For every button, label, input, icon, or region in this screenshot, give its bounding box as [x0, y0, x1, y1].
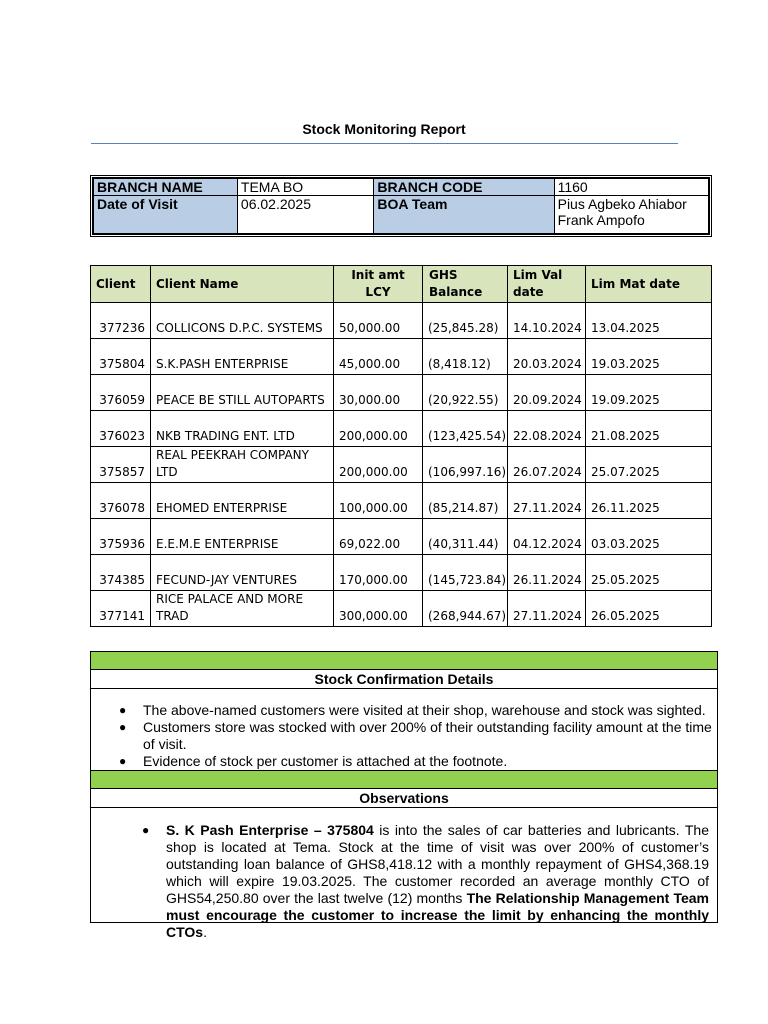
init-amt-cell: 69,022.00: [334, 519, 423, 555]
ghs-balance-cell: (8,418.12): [423, 339, 508, 375]
list-item: ● Customers store was stocked with over 200% of their outstanding facility amount at the time of visit.: [119, 719, 712, 752]
visit-date-value: 06.02.2025: [237, 196, 374, 234]
ghs-balance-cell: (40,311.44): [423, 519, 508, 555]
lim-val-date-cell: 20.03.2024: [508, 339, 586, 375]
table-row: [91, 411, 712, 447]
lim-val-date-cell: 20.09.2024: [508, 375, 586, 411]
stock-confirmation-list: [119, 702, 717, 770]
branch-name-value: TEMA BO: [237, 179, 374, 196]
lim-val-date-cell: 04.12.2024: [508, 519, 586, 555]
branch-info-box: [90, 175, 712, 237]
client-id-cell: 376059: [91, 375, 151, 411]
table-row: [91, 519, 712, 555]
boa-team-value: [554, 196, 708, 234]
observation-item: ● S. K Pash Enterprise – 375804 is into the sales of car batteries and lubricants. The shop is located at Tema. Stock at the time of visit was over 200% of customer’s outstanding loan balance of GHS8,418.12 with a monthly repayment of GHS4,368.19 which will expire 19.03.2025. The customer recorded an average monthly CTO of GHS54,250.80 over the last twelve (12) months The Relationship Management Team must encourage the customer to increase the limit by enhancing the monthly CTOs.: [142, 822, 709, 940]
lim-mat-date-cell: 21.08.2025: [586, 411, 712, 447]
table-row: [91, 555, 712, 591]
ghs-balance-cell: (145,723.84): [423, 555, 508, 591]
init-amt-cell: 300,000.00: [334, 591, 423, 627]
lim-mat-date-cell: 19.03.2025: [586, 339, 712, 375]
init-amt-cell: 170,000.00: [334, 555, 423, 591]
client-id-cell: 377236: [91, 303, 151, 339]
client-name-cell: RICE PALACE AND MORE TRAD: [151, 591, 334, 627]
ghs-balance-cell: (106,997.16): [423, 447, 508, 483]
title-underline: [91, 143, 678, 144]
lim-mat-date-cell: 26.05.2025: [586, 591, 712, 627]
list-item: ● The above-named customers were visited at their shop, warehouse and stock was sighted.: [119, 702, 706, 718]
lim-val-date-cell: 14.10.2024: [508, 303, 586, 339]
init-amt-cell: 45,000.00: [334, 339, 423, 375]
lim-mat-date-cell: 25.05.2025: [586, 555, 712, 591]
ghs-balance-cell: (268,944.67): [423, 591, 508, 627]
section-green-bar: [91, 652, 717, 670]
lim-val-date-cell: 26.07.2024: [508, 447, 586, 483]
col-header-lim-val-date: Lim Val date: [508, 266, 586, 303]
section-green-bar: [91, 771, 717, 789]
observations-heading: Observations: [91, 789, 717, 808]
team-member: Frank Ampofo: [557, 212, 645, 228]
client-name-cell: EHOMED ENTERPRISE: [151, 483, 334, 519]
observations-list: [142, 822, 709, 941]
lim-val-date-cell: 22.08.2024: [508, 411, 586, 447]
lim-val-date-cell: 27.11.2024: [508, 483, 586, 519]
lim-mat-date-cell: 13.04.2025: [586, 303, 712, 339]
visit-date-label: Date of Visit: [94, 196, 238, 234]
client-id-cell: 374385: [91, 555, 151, 591]
table-row: [91, 447, 712, 483]
ghs-balance-cell: (25,845.28): [423, 303, 508, 339]
table-row: [91, 591, 712, 627]
client-name-cell: PEACE BE STILL AUTOPARTS: [151, 375, 334, 411]
client-name-cell: S.K.PASH ENTERPRISE: [151, 339, 334, 375]
col-header-init-amt: Init amt LCY: [334, 266, 423, 303]
lim-mat-date-cell: 19.09.2025: [586, 375, 712, 411]
report-title: Stock Monitoring Report: [302, 121, 466, 137]
list-item: ● Evidence of stock per customer is attached at the footnote.: [119, 753, 508, 769]
boa-team-label: BOA Team: [374, 196, 554, 234]
init-amt-cell: 50,000.00: [334, 303, 423, 339]
init-amt-cell: 100,000.00: [334, 483, 423, 519]
observation-recommendation: The Relationship Management Team must encourage the customer to increase the limit by enhancing the monthly CTOs: [166, 890, 709, 940]
client-name-cell: FECUND-JAY VENTURES: [151, 555, 334, 591]
lim-mat-date-cell: 25.07.2025: [586, 447, 712, 483]
bullet-icon: ●: [142, 823, 150, 837]
stock-confirmation-section: [90, 651, 718, 940]
client-id-cell: 375857: [91, 447, 151, 483]
team-member: Pius Agbeko Ahiabor: [557, 196, 687, 212]
table-row: [91, 339, 712, 375]
lim-val-date-cell: 26.11.2024: [508, 555, 586, 591]
init-amt-cell: 200,000.00: [334, 411, 423, 447]
client-name-cell: NKB TRADING ENT. LTD: [151, 411, 334, 447]
client-id-cell: 376023: [91, 411, 151, 447]
table-row: [91, 303, 712, 339]
ghs-balance-cell: (85,214.87): [423, 483, 508, 519]
client-table: [90, 265, 712, 627]
col-header-client: Client: [91, 266, 151, 303]
col-header-ghs-balance: GHS Balance: [423, 266, 508, 303]
ghs-balance-cell: (123,425.54): [423, 411, 508, 447]
lim-val-date-cell: 27.11.2024: [508, 591, 586, 627]
client-id-cell: 375804: [91, 339, 151, 375]
col-header-lim-mat-date: Lim Mat date: [586, 266, 712, 303]
lim-mat-date-cell: 03.03.2025: [586, 519, 712, 555]
bullet-icon: ●: [119, 720, 127, 734]
branch-code-label: BRANCH CODE: [374, 179, 554, 196]
table-row: [91, 483, 712, 519]
branch-name-label: BRANCH NAME: [94, 179, 238, 196]
table-row: [91, 375, 712, 411]
lim-mat-date-cell: 26.11.2025: [586, 483, 712, 519]
table-header-row: [91, 266, 712, 303]
init-amt-cell: 200,000.00: [334, 447, 423, 483]
branch-code-value: 1160: [554, 179, 708, 196]
client-name-cell: REAL PEEKRAH COMPANY LTD: [151, 447, 334, 483]
client-id-cell: 377141: [91, 591, 151, 627]
observation-text: is into the sales of car batteries and lubricants. The shop is located at Tema. Stock at the time of visit was over 200% of customer’s outstanding loan balance of GHS8,418.12 with a monthly repayment of GHS4,368.19 which will expire 19.03.2025. The customer recorded an average monthly CTO of GHS54,250.80 over the last twelve (12) months: [166, 822, 709, 906]
client-name-cell: COLLICONS D.P.C. SYSTEMS: [151, 303, 334, 339]
bullet-icon: ●: [119, 703, 127, 717]
client-id-cell: 375936: [91, 519, 151, 555]
stock-confirmation-heading: Stock Confirmation Details: [91, 670, 717, 689]
client-id-cell: 376078: [91, 483, 151, 519]
col-header-client-name: Client Name: [151, 266, 334, 303]
client-name-cell: E.E.M.E ENTERPRISE: [151, 519, 334, 555]
bullet-icon: ●: [119, 754, 127, 768]
init-amt-cell: 30,000.00: [334, 375, 423, 411]
ghs-balance-cell: (20,922.55): [423, 375, 508, 411]
observation-client: S. K Pash Enterprise – 375804: [166, 822, 374, 838]
